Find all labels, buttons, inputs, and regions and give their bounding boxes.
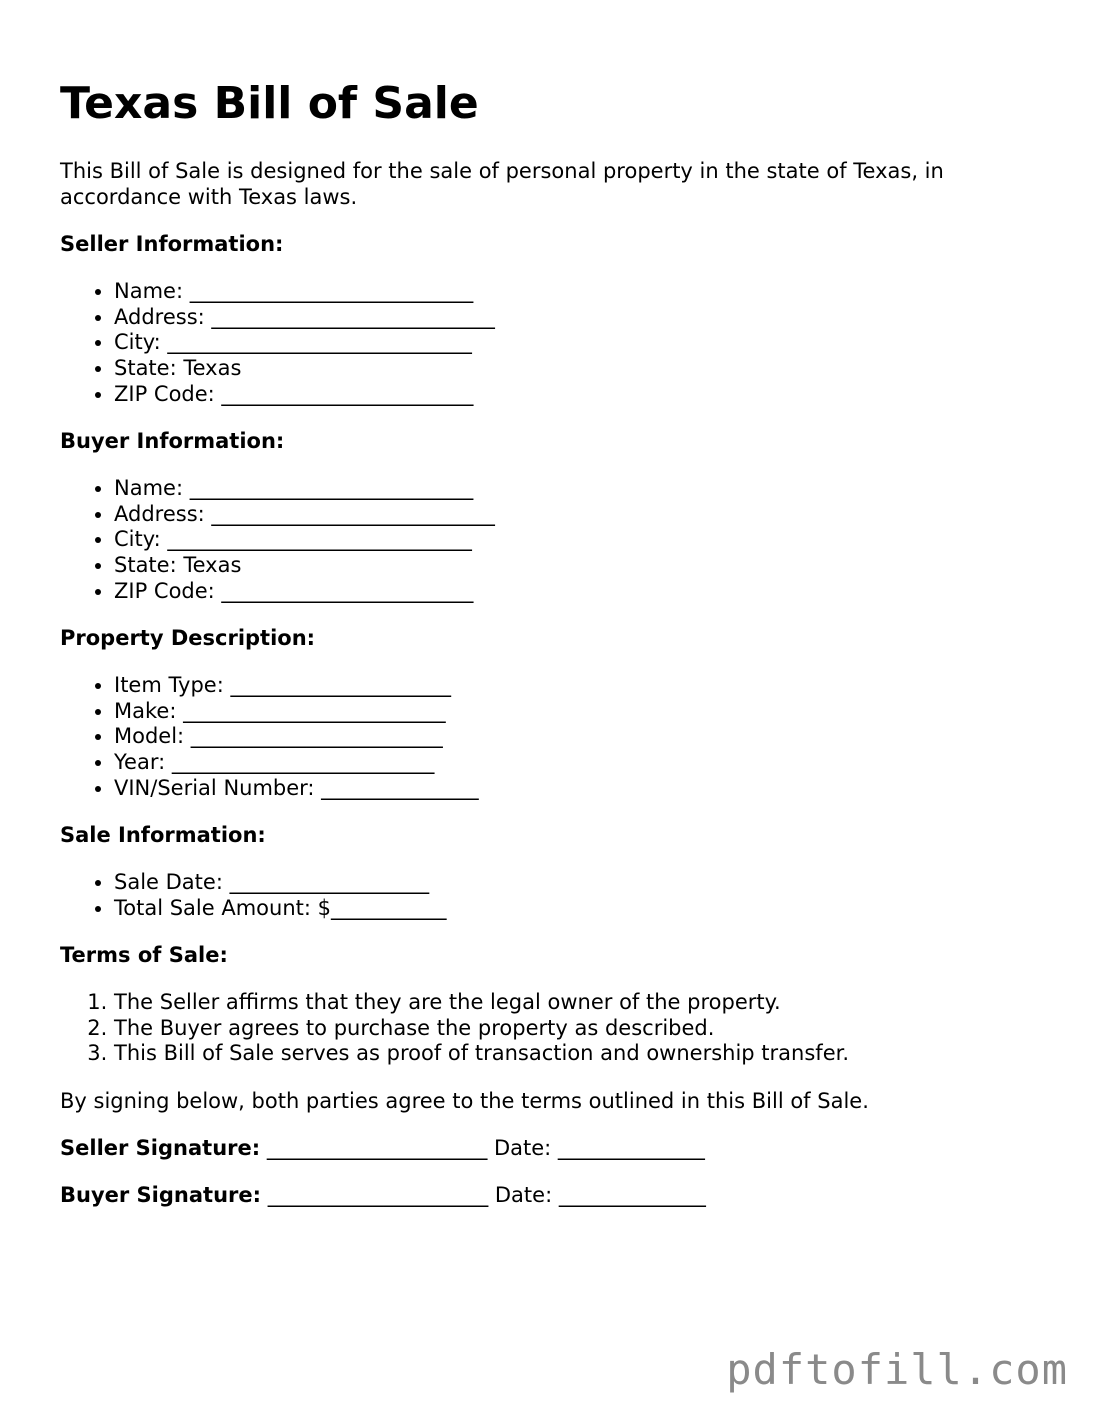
buyer-state-field: • State: Texas [114, 553, 495, 579]
seller-section-heading: Seller Information: [60, 232, 284, 256]
seller-zip-field[interactable]: • ZIP Code: ________________________ [114, 382, 495, 408]
total-sale-amount-field[interactable]: • Total Sale Amount: $___________ [114, 896, 446, 922]
sale-fields-list [60, 870, 446, 921]
terms-section-heading: Terms of Sale: [60, 943, 228, 967]
buyer-fields-list [60, 476, 495, 605]
buyer-zip-field[interactable]: • ZIP Code: ________________________ [114, 579, 495, 605]
buyer-address-field[interactable]: • Address: ___________________________ [114, 502, 495, 528]
agreement-statement: By signing below, both parties agree to the terms outlined in this Bill of Sale. [60, 1089, 869, 1113]
property-fields-list [60, 673, 479, 802]
seller-name-field[interactable]: • Name: ___________________________ [114, 279, 495, 305]
buyer-city-field[interactable]: • City: _____________________________ [114, 527, 495, 553]
intro-paragraph: This Bill of Sale is designed for the sale of personal property in the state of Texas, in accordance with Texas laws. [60, 159, 944, 209]
make-field[interactable]: • Make: _________________________ [114, 699, 479, 725]
seller-signature-line[interactable] [60, 1135, 705, 1161]
sale-date-field[interactable]: • Sale Date: ___________________ [114, 870, 446, 896]
term-item: 1. The Seller affirms that they are the legal owner of the property. [114, 990, 849, 1016]
buyer-section-heading: Buyer Information: [60, 429, 285, 453]
vin-serial-field[interactable]: • VIN/Serial Number: _______________ [114, 776, 479, 802]
seller-signature-date-blanks[interactable]: _____________________ Date: ______________ [260, 1136, 705, 1160]
buyer-name-field[interactable]: • Name: ___________________________ [114, 476, 495, 502]
term-item: 2. The Buyer agrees to purchase the property as described. [114, 1016, 849, 1042]
seller-fields-list [60, 279, 495, 408]
term-item: 3. This Bill of Sale serves as proof of transaction and ownership transfer. [114, 1041, 849, 1067]
buyer-signature-label: Buyer Signature: [60, 1183, 262, 1207]
seller-city-field[interactable]: • City: _____________________________ [114, 330, 495, 356]
page-title: Texas Bill of Sale [60, 78, 479, 129]
seller-address-field[interactable]: • Address: ___________________________ [114, 305, 495, 331]
sale-section-heading: Sale Information: [60, 823, 266, 847]
buyer-signature-line[interactable] [60, 1182, 706, 1208]
property-section-heading: Property Description: [60, 626, 316, 650]
watermark-logo: pdftofill.com [726, 1345, 1068, 1394]
terms-list [60, 990, 849, 1067]
model-field[interactable]: • Model: ________________________ [114, 724, 479, 750]
seller-state-field: • State: Texas [114, 356, 495, 382]
buyer-signature-date-blanks[interactable]: _____________________ Date: ______________ [261, 1183, 706, 1207]
seller-signature-label: Seller Signature: [60, 1136, 261, 1160]
year-field[interactable]: • Year: _________________________ [114, 750, 479, 776]
item-type-field[interactable]: • Item Type: _____________________ [114, 673, 479, 699]
